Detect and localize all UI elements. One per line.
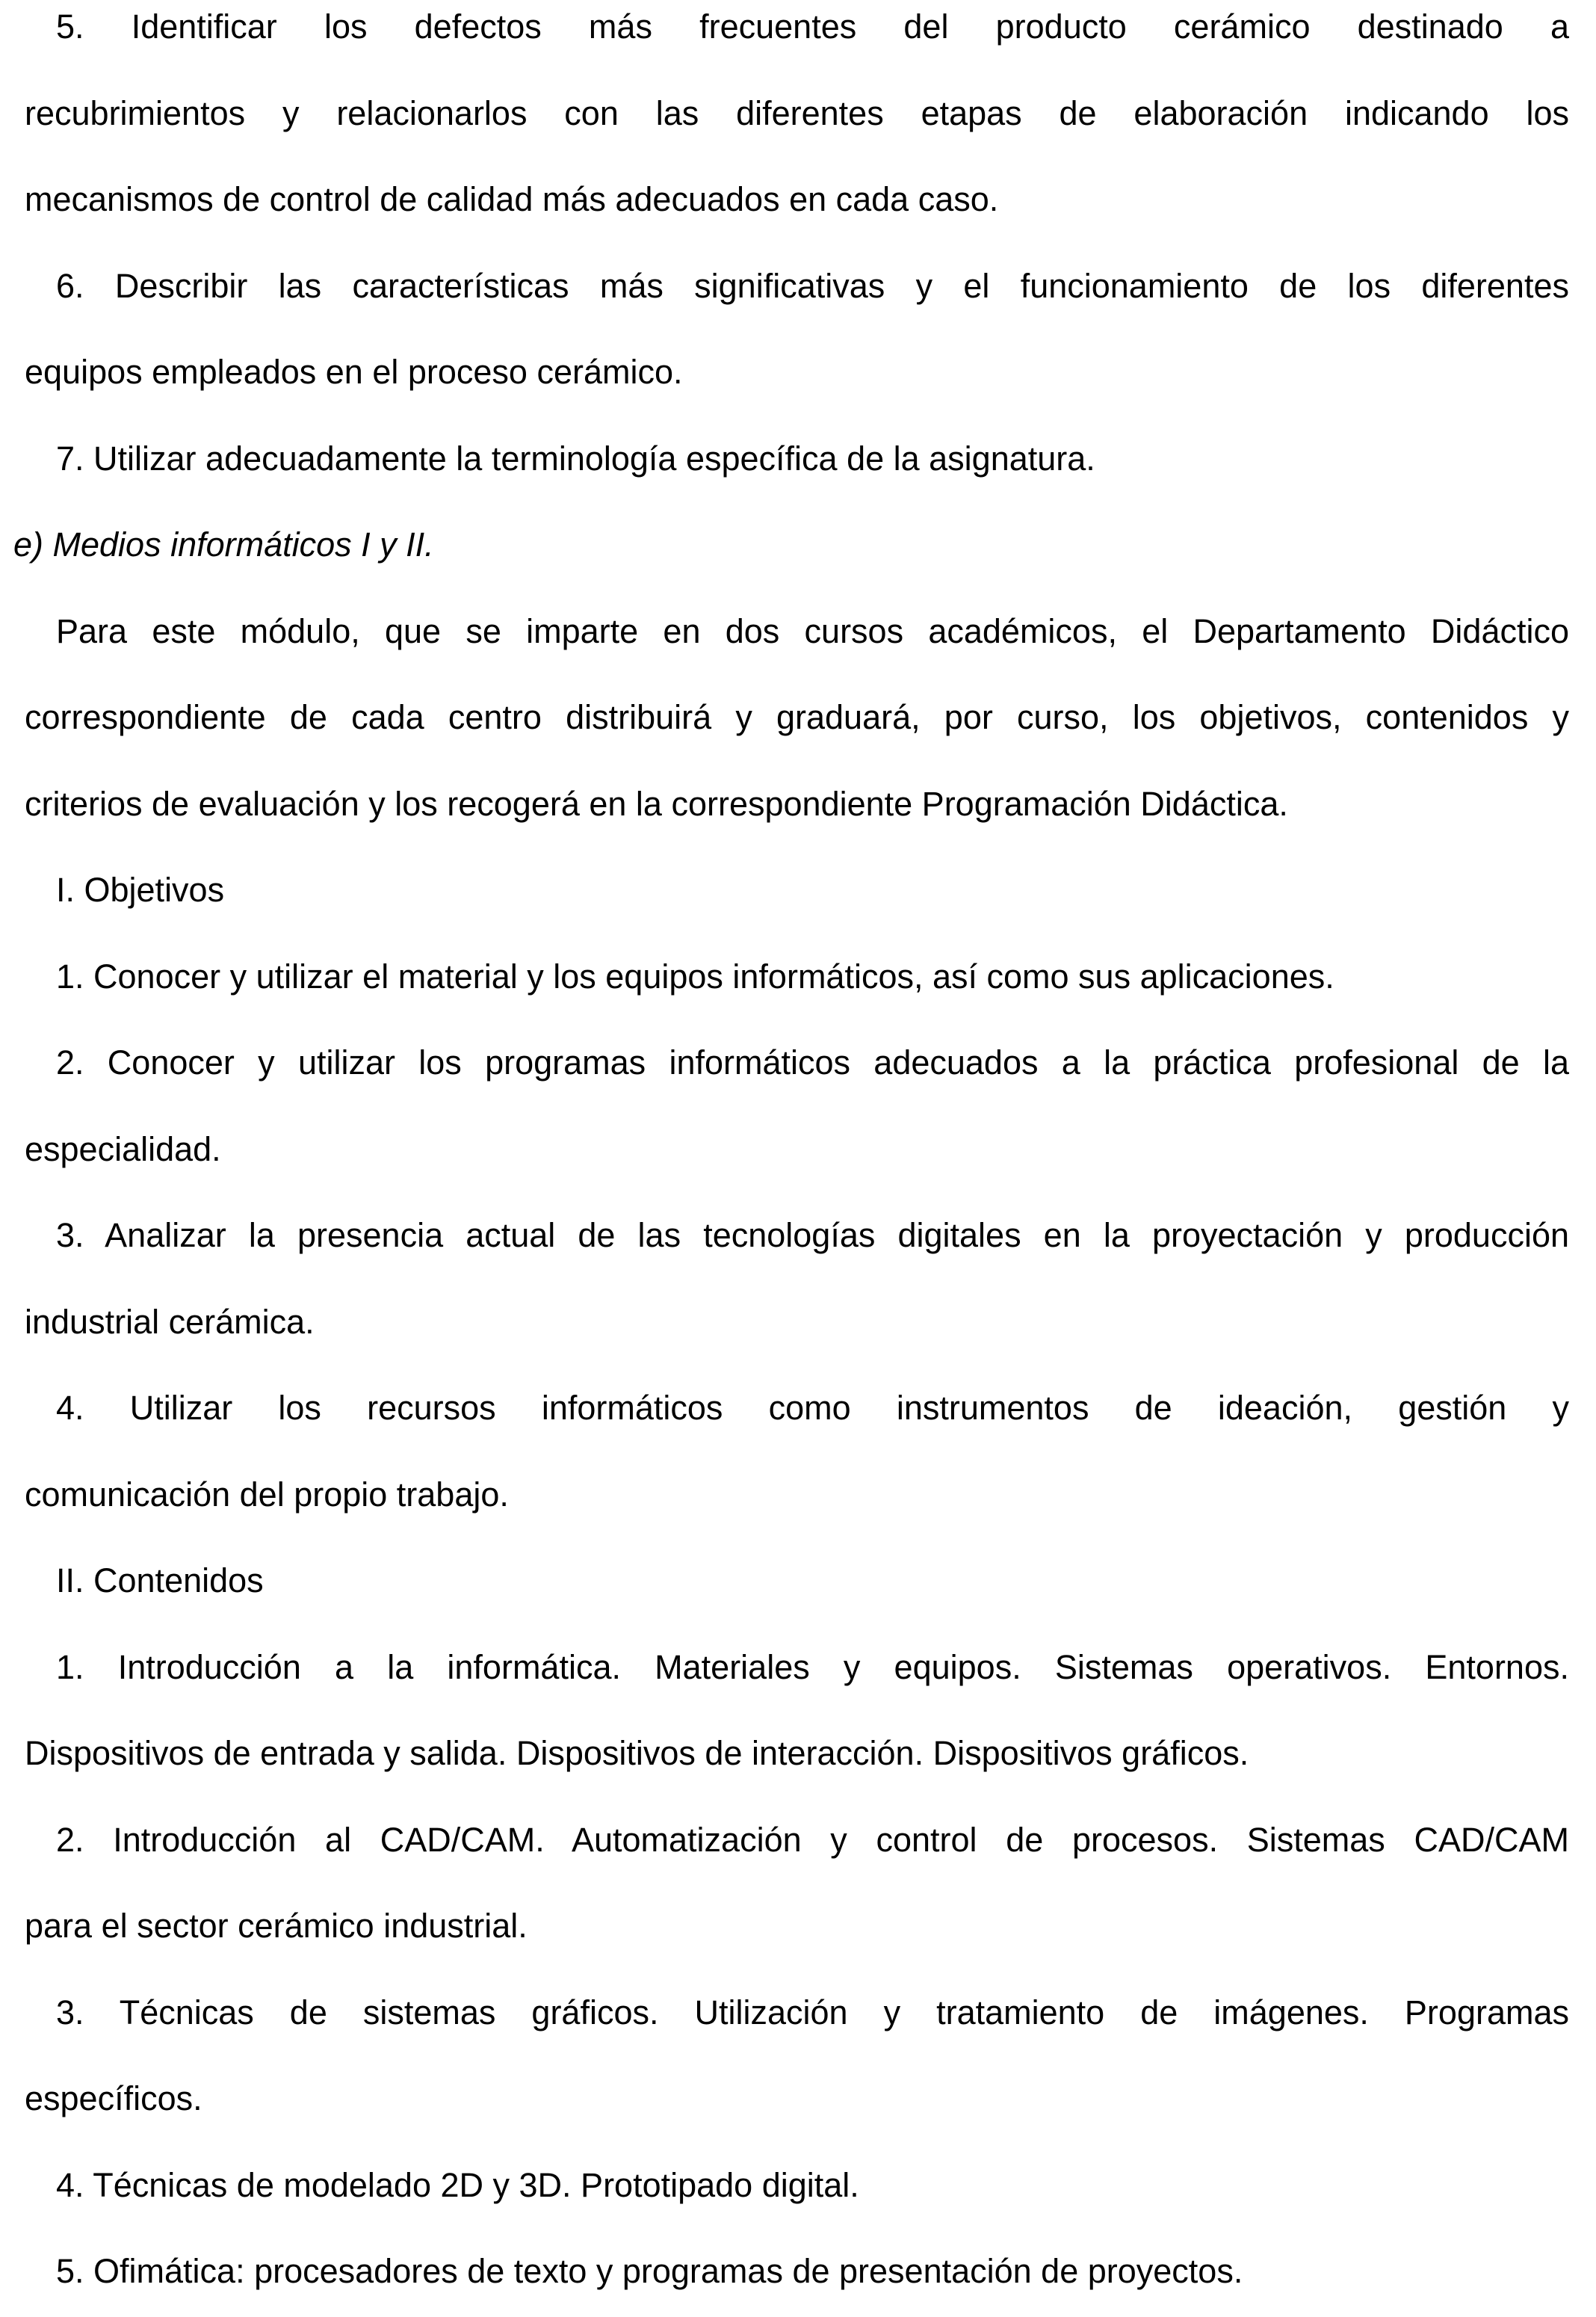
text-line: 1. Conocer y utilizar el material y los equipos informáticos, así como sus aplicaciones. xyxy=(56,957,1334,996)
text-line: Para este módulo, que se imparte en dos cursos académicos, el Departamento Didáctico xyxy=(56,611,1569,650)
text-line: 6. Describir las características más significativas y el funcionamiento de los diferentes xyxy=(56,266,1569,305)
paragraph xyxy=(25,1624,1569,1797)
text-line: 5. Identificar los defectos más frecuentes del producto cerámico destinado a xyxy=(56,7,1569,46)
text-line: industrial cerámica. xyxy=(25,1302,315,1341)
text-line: equipos empleados en el proceso cerámico. xyxy=(25,353,683,391)
text-line: criterios de evaluación y los recogerá en la correspondiente Programación Didáctica. xyxy=(25,784,1288,823)
paragraph xyxy=(25,0,1569,243)
text-line: especialidad. xyxy=(25,1129,221,1168)
text-line: II. Contenidos xyxy=(56,1561,264,1599)
text-line: para el sector cerámico industrial. xyxy=(25,1907,528,1945)
paragraph xyxy=(13,502,1569,588)
text-line: recubrimientos y relacionarlos con las diferentes etapas de elaboración indicando los xyxy=(25,93,1569,132)
paragraph xyxy=(25,934,1569,1020)
text-line: 3. Técnicas de sistemas gráficos. Utilización y tratamiento de imágenes. Programas xyxy=(56,1993,1569,2031)
text-line: 4. Técnicas de modelado 2D y 3D. Prototipado digital. xyxy=(56,2165,859,2204)
paragraph xyxy=(25,1019,1569,1192)
paragraph xyxy=(25,847,1569,934)
text-line: mecanismos de control de calidad más adecuados en cada caso. xyxy=(25,180,999,218)
paragraph xyxy=(25,1797,1569,1969)
paragraph xyxy=(25,588,1569,848)
paragraph xyxy=(25,2142,1569,2229)
paragraph xyxy=(25,1192,1569,1365)
text-line: 2. Introducción al CAD/CAM. Automatización y control de procesos. Sistemas CAD/CAM xyxy=(56,1820,1569,1859)
paragraph xyxy=(25,1365,1569,1537)
text-line: 3. Analizar la presencia actual de las tecnologías digitales en la proyectación y producción xyxy=(56,1216,1569,1254)
text-line: Dispositivos de entrada y salida. Dispositivos de interacción. Dispositivos gráficos. xyxy=(25,1734,1249,1772)
paragraph xyxy=(25,243,1569,416)
text-line: 4. Utilizar los recursos informáticos como instrumentos de ideación, gestión y xyxy=(56,1389,1569,1427)
text-line: comunicación del propio trabajo. xyxy=(25,1475,509,1514)
text-line: 7. Utilizar adecuadamente la terminología específica de la asignatura. xyxy=(56,439,1095,478)
text-line: 2. Conocer y utilizar los programas informáticos adecuados a la práctica profesional de la xyxy=(56,1043,1569,1082)
text-line: 5. Ofimática: procesadores de texto y programas de presentación de proyectos. xyxy=(56,2252,1243,2290)
text-line: específicos. xyxy=(25,2079,202,2117)
paragraph xyxy=(25,1969,1569,2142)
text-line: correspondiente de cada centro distribuirá y graduará, por curso, los objetivos, contenidos y xyxy=(25,698,1569,736)
text-line: I. Objetivos xyxy=(56,871,225,909)
paragraph xyxy=(25,416,1569,502)
paragraph xyxy=(25,2228,1569,2315)
text-line: e) Medios informáticos I y II. xyxy=(13,525,434,564)
text-line: 1. Introducción a la informática. Materiales y equipos. Sistemas operativos. Entornos. xyxy=(56,1647,1569,1686)
paragraph xyxy=(25,1537,1569,1624)
